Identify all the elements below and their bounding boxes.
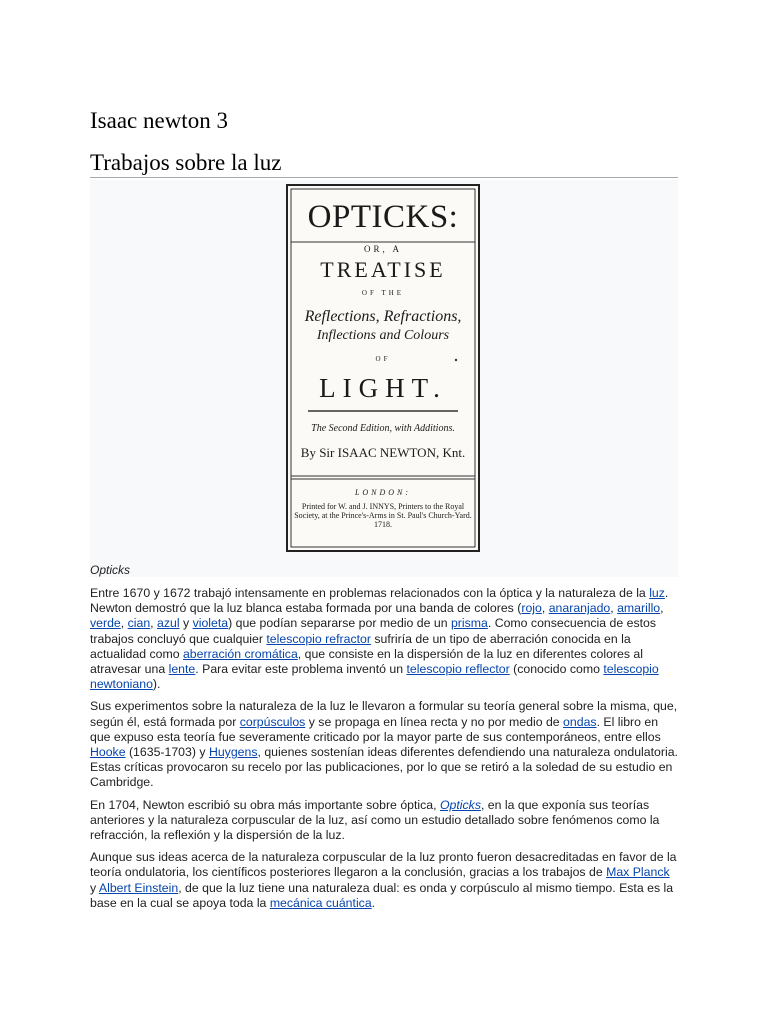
wiki-link[interactable]: verde xyxy=(90,616,121,631)
paragraph-text: , xyxy=(120,616,128,631)
wiki-link[interactable]: prisma xyxy=(450,616,488,631)
plate-treatise: TREATISE xyxy=(320,257,446,282)
wiki-link[interactable]: Albert Einstein xyxy=(98,880,179,895)
body-paragraph xyxy=(90,699,678,790)
plate-title: OPTICKS: xyxy=(307,199,459,235)
paragraph-text: . Newton demostró que la luz blanca estaba formada por una banda de colores ( xyxy=(90,586,669,616)
plate-of: OF xyxy=(375,355,391,363)
paragraph-text: , xyxy=(541,601,549,616)
paragraph-text: , xyxy=(610,601,618,616)
opticks-title-page-image[interactable] xyxy=(286,184,480,552)
wiki-link[interactable]: corpúsculos xyxy=(239,714,306,729)
paragraph-text: sufriría de un tipo de aberración conocida en la actualidad como xyxy=(90,631,631,661)
document-title: Isaac newton 3 xyxy=(90,108,228,133)
plate-light: LIGHT. xyxy=(319,373,447,403)
paragraph-text: , xyxy=(660,601,664,616)
plate-edition: The Second Edition, with Additions. xyxy=(311,423,455,434)
paragraph-text: . Como consecuencia de estos trabajos concluyó que cualquier xyxy=(90,616,657,646)
plate-of-the: OF THE xyxy=(361,289,405,297)
article-body xyxy=(90,586,678,918)
wiki-link[interactable]: Opticks xyxy=(439,797,481,812)
body-paragraph xyxy=(90,798,678,844)
plate-author: By Sir ISAAC NEWTON, Knt. xyxy=(300,445,466,460)
paragraph-text: Sus experimentos sobre la naturaleza de la luz le llevaron a formular su teoría general sobre la misma, que, según él, está formada por xyxy=(90,699,678,729)
plate-line-2: Inflections and Colours xyxy=(316,328,450,343)
wiki-link[interactable]: amarillo xyxy=(617,601,661,616)
wiki-link[interactable]: cian xyxy=(127,616,151,631)
plate-london: LONDON: xyxy=(354,488,412,497)
plate-or-a: OR, A xyxy=(363,244,402,254)
paragraph-text: (1635-1703) y xyxy=(125,745,209,760)
wiki-link[interactable]: lente xyxy=(168,662,196,677)
plate-imprint: Printed for W. and J. INNYS, Printers to the Royal Society, at the Prince's-Arms in St. Paul's Church-Yard. 1718. xyxy=(294,502,472,530)
wiki-link[interactable]: telescopio newtoniano xyxy=(90,662,659,692)
paragraph-text: (conocido como xyxy=(509,662,604,677)
wiki-link[interactable]: luz xyxy=(649,586,665,600)
paragraph-text: , que consiste en la dispersión de la luz en diferentes colores al atravesar una xyxy=(90,646,643,677)
plate-line-1: Reflections, Refractions, xyxy=(304,308,462,325)
paragraph-text: , en la que exponía sus teorías anteriores y la naturaleza corpuscular de la luz, así como un estudio detallado sobre fenómenos como la refracción, la reflexión y la dispersión de la luz. xyxy=(90,797,660,843)
paragraph-text: , xyxy=(150,616,158,631)
paragraph-text: y se propaga en línea recta y no por medio de xyxy=(305,714,564,729)
paragraph-text: Aunque sus ideas acerca de la naturaleza corpuscular de la luz pronto fueron desacreditadas en favor de la teoría ondulatoria, los científicos posteriores llegaron a la conclusión, gracias a los trabajos de xyxy=(90,850,677,880)
paragraph-text: . Para evitar este problema inventó un xyxy=(195,662,407,677)
paragraph-text: y xyxy=(179,616,193,631)
paragraph-text: . El libro en que expuso esta teoría fue severamente criticado por la mayor parte de sus contemporáneos, entre ellos xyxy=(90,714,661,744)
figure-caption: Opticks xyxy=(90,563,131,577)
wiki-link[interactable]: aberración cromática xyxy=(182,646,298,661)
paragraph-text: , de que la luz tiene una naturaleza dual: es onda y corpúsculo al mismo tiempo. Esta es la base en la cual se apoya toda la xyxy=(90,880,674,910)
body-paragraph xyxy=(90,850,678,911)
wiki-link[interactable]: telescopio reflector xyxy=(406,662,510,677)
wiki-link[interactable]: mecánica cuántica xyxy=(269,895,372,910)
paragraph-text: . xyxy=(371,895,376,910)
paragraph-text: ) que podían separarse por medio de un xyxy=(228,616,451,631)
wiki-link[interactable]: violeta xyxy=(192,616,229,631)
wiki-link[interactable]: anaranjado xyxy=(548,601,611,616)
paragraph-text: ). xyxy=(152,677,161,692)
wiki-link[interactable]: Hooke xyxy=(90,745,126,760)
paragraph-text: y xyxy=(90,880,99,895)
wiki-link[interactable]: azul xyxy=(157,616,180,631)
paragraph-text: En 1704, Newton escribió su obra más importante sobre óptica, xyxy=(90,797,440,812)
wiki-link[interactable]: ondas xyxy=(563,714,597,729)
paragraph-text: , quienes sostenían ideas diferentes defendiendo una naturaleza ondulatoria. Estas críticas provocaron su recelo por las publicaciones, por lo que se retiró a la soledad de su estudio en Cambridge. xyxy=(90,745,678,790)
figure xyxy=(90,180,678,577)
paragraph-text: Entre 1670 y 1672 trabajó intensamente en problemas relacionados con la óptica y la naturaleza de la xyxy=(90,586,650,600)
wiki-link[interactable]: Max Planck xyxy=(606,865,670,880)
wiki-link[interactable]: Huygens xyxy=(208,745,258,760)
section-heading: Trabajos sobre la luz xyxy=(90,150,678,178)
wiki-link[interactable]: telescopio refractor xyxy=(266,631,371,646)
body-paragraph xyxy=(90,586,678,692)
wiki-link[interactable]: rojo xyxy=(521,601,542,616)
